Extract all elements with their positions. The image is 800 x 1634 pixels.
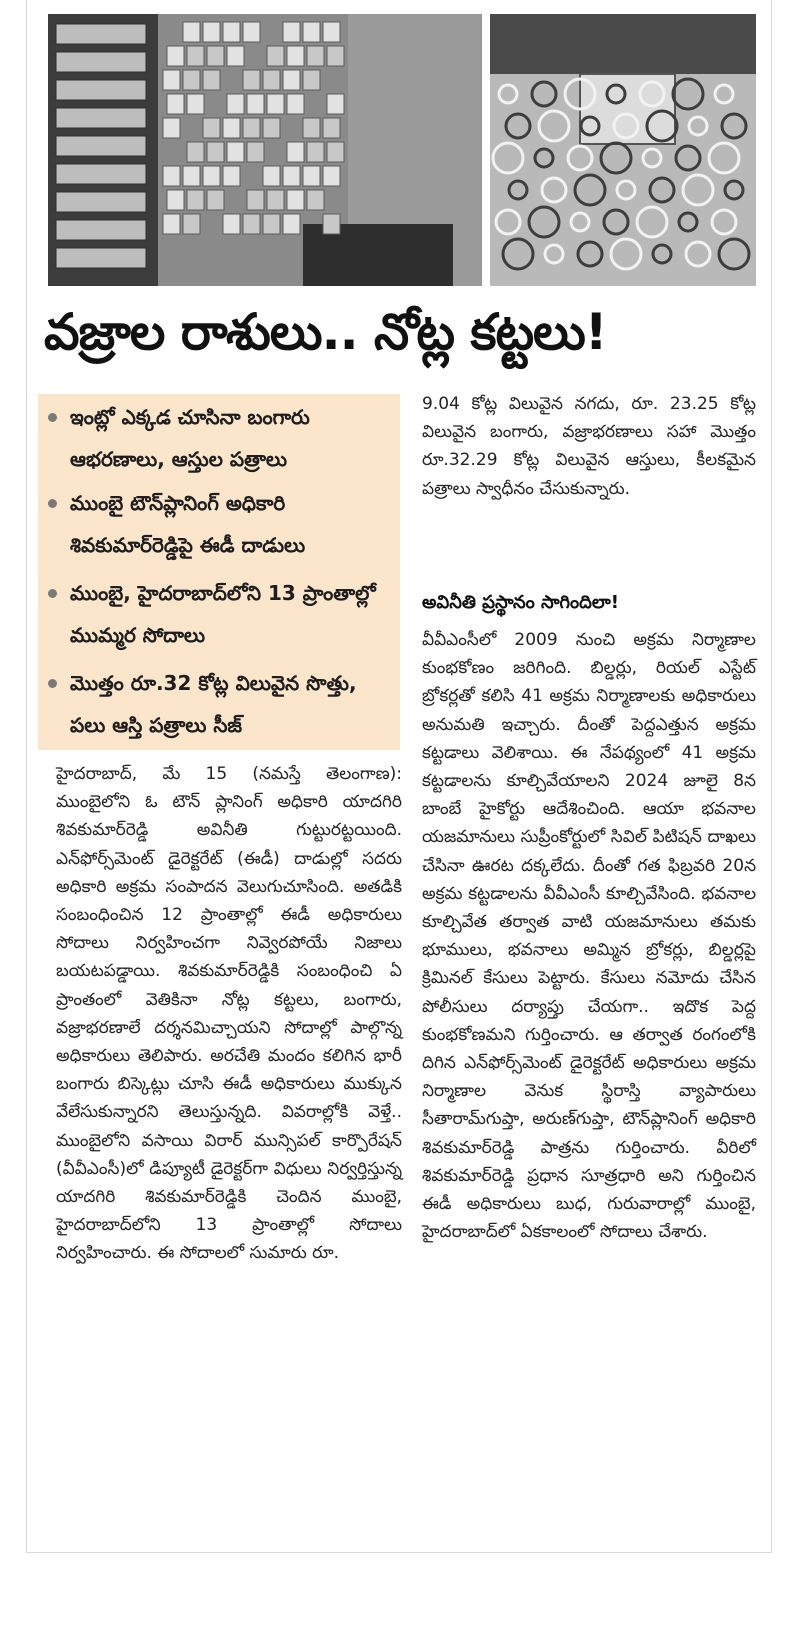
cash-bundle-shape [183, 22, 200, 42]
cash-bundle-shape [323, 22, 340, 42]
cash-bundle-shape [323, 166, 340, 186]
cash-bundle-shape [263, 70, 280, 90]
cash-bundle-shape [227, 142, 244, 162]
cash-bundle-shape [163, 166, 180, 186]
highlight-item: ముంబై టౌన్‌ప్లానింగ్ అధికారి శివకుమార్‌రెడ్డిపై ఈడీ దాడులు [48, 482, 396, 566]
cash-bundle-shape [243, 70, 260, 90]
cash-bundle-shape [56, 52, 146, 72]
highlights-box [38, 394, 400, 750]
cash-bundle-shape [247, 94, 264, 114]
cash-bundle-shape [243, 214, 260, 234]
cash-bundle-shape [167, 190, 184, 210]
cash-bundle-shape [267, 94, 284, 114]
cash-bundle-shape [323, 214, 340, 234]
cash-bundle-shape [327, 142, 344, 162]
article-body-right [422, 626, 756, 1246]
cash-bundle-shape [247, 190, 264, 210]
cash-bundle-shape [203, 118, 220, 138]
highlight-item: ఇంట్లో ఎక్కడ చూసినా బంగారు ఆభరణాలు, ఆస్తుల పత్రాలు [48, 396, 396, 480]
cash-bundle-shape [223, 166, 240, 186]
cash-bundle-shape [223, 214, 240, 234]
cash-bundle-shape [307, 46, 324, 66]
cash-bundle-shape [56, 108, 146, 128]
cash-bundle-shape [287, 94, 304, 114]
cash-bundle-shape [167, 94, 184, 114]
cash-bundle-shape [287, 142, 304, 162]
cash-bundle-shape [243, 118, 260, 138]
cash-bundle-shape [303, 70, 320, 90]
cash-bundle-shape [203, 166, 220, 186]
cash-bundle-shape [263, 214, 280, 234]
cash-bundle-shape [263, 166, 280, 186]
cash-bundle-shape [247, 142, 264, 162]
bullet-icon [48, 499, 57, 508]
body-paragraph: 9.04 కోట్ల విలువైన నగదు, రూ. 23.25 కోట్ల విలువైన బంగారు, వజ్రాభరణాలు సహా మొత్తం రూ.32.29 కోట్ల విలువైన ఆస్తులు, కీలకమైన పత్రాలు స్వాధీనం చేసుకున్నారు. [422, 394, 756, 499]
cash-bundle-shape [283, 22, 300, 42]
body-paragraph: హైదరాబాద్, మే 15 (నమస్తే తెలంగాణ): ముంబైలోని ఓ టౌన్ ప్లానింగ్ అధికారి యాదగిరి శివకుమార్‌రెడ్డి అవినీతి గుట్టురట్టయింది. ఎన్‌ఫోర్స్‌మెంట్ డైరెక్టరేట్ (ఈడీ) దాడుల్లో సదరు అధికారి అక్రమ సంపాదన వెలుగుచూసింది. అతడికి సంబంధించిన 12 ప్రాంతాల్లో ఈడీ అధికారులు సోదాలు నిర్వహించగా నివ్వెరపోయే నిజాలు బయటపడ్డాయి. శివకుమార్‌రెడ్డికి సంబంధించి ఏ ప్రాంతంలో వెతికినా నోట్ల కట్టలు, బంగారు, వజ్రాభరణాలే దర్శనమిచ్చాయని సోదాల్లో పాల్గొన్న అధికారులు తెలిపారు. అరచేతి మందం కలిగిన భారీ బంగారు బిస్కెట్లు చూసి ఈడీ అధికారులు ముక్కున వేలేసుకున్నారని తెలుస్తున్నది. వివరాల్లోకి వెళ్తే.. ముంబైలోని వసాయి విరార్ మున్సిపల్ కార్పొరేషన్ (వీవీఎంసీ)లో డిప్యూటీ డైరెక్టర్‌గా విధులు నిర్వర్తిస్తున్న యాదగిరి శివకుమార్‌రెడ్డికి చెందిన ముంబై, హైదరాబాద్‌లోని 13 ప్రాంతాల్లో సోదాలు నిర్వహించారు. ఈ సోదాలలో సుమారు రూ. [56, 764, 402, 1264]
cash-bundle-shape [56, 136, 146, 156]
bullet-icon [48, 413, 57, 422]
cash-bundle-shape [163, 118, 180, 138]
cash-bundle-shape [183, 166, 200, 186]
cash-bundle-shape [227, 94, 244, 114]
cash-bundle-shape [223, 118, 240, 138]
cash-bundle-shape [267, 46, 284, 66]
cash-bundle-shape [187, 190, 204, 210]
cash-bundle-shape [267, 190, 284, 210]
cash-bundle-shape [307, 190, 324, 210]
bullet-icon [48, 679, 57, 688]
cash-bundle-shape [327, 46, 344, 66]
cash-bundle-shape [307, 142, 324, 162]
highlight-item: మొత్తం రూ.32 కోట్ల విలువైన సొత్తు, పలు ఆస్తి పత్రాలు సీజ్ [48, 662, 396, 746]
cash-bundle-shape [163, 214, 180, 234]
body-paragraph: వీవీఎంసీలో 2009 నుంచి అక్రమ నిర్మాణాల కుంభకోణం జరిగింది. బిల్డర్లు, రియల్ ఎస్టేట్ బ్రోకర్లతో కలిసి 41 అక్రమ నిర్మాణాలకు అధికారులు అనుమతి ఇచ్చారు. దీంతో పెద్దఎత్తున అక్రమ కట్టడాలు వెలిశాయి. ఈ నేపథ్యంలో 41 అక్రమ కట్టడాలను కూల్చివేయాలని 2024 జూలై 8న బాంబే హైకోర్టు ఆదేశించింది. ఆయా భవనాల యజమానులు సుప్రీంకోర్టులో సివిల్ పిటిషన్ దాఖలు చేసినా ఊరట దక్కలేదు. దీంతో గత ఫిబ్రవరి 20న అక్రమ కట్టడాలను వీవీఎంసీ కూల్చివేసింది. భవనాల కూల్చివేత తర్వాత వాటి యజమానులు తమకు భూములు, భవనాలు అమ్మిన బ్రోకర్లు, బిల్డర్లపై క్రిమినల్ కేసులు పెట్టారు. కేసులు నమోదు చేసిన పోలీసులు దర్యాప్తు చేయగా.. ఇదొక పెద్ద కుంభకోణమని గుర్తించారు. ఆ తర్వాత రంగంలోకి దిగిన ఎన్‌ఫోర్స్‌మెంట్ డైరెక్టరేట్ అధికారులు అక్రమ నిర్మాణాల వెనుక స్థిరాస్తి వ్యాపారులు సీతారామ్‌గుప్తా, అరుణ్‌గుప్తా, టౌన్‌ప్లానింగ్ అధికారి శివకుమార్‌రెడ్డి పాత్రను గుర్తించారు. వీరిలో శివకుమార్‌రెడ్డి ప్రధాన సూత్రధారి అని గుర్తించిన ఈడీ అధికారులు బుధ, గురువారాల్లో ముంబై, హైదరాబాద్‌లో ఏకకాలంలో సోదాలు చేశారు. [422, 630, 756, 1243]
article-body-right-top [422, 390, 756, 503]
cash-bundle-shape [183, 214, 200, 234]
section-subheading: అవినీతి ప్రస్థానం సాగిందిలా! [422, 592, 619, 613]
cash-bundle-shape [323, 118, 340, 138]
cash-bundle-shape [167, 46, 184, 66]
cash-bundle-shape [163, 70, 180, 90]
cash-bundle-shape [56, 220, 146, 240]
headline: వజ్రాల రాశులు.. నోట్ల కట్టలు! [44, 303, 607, 361]
cash-bundle-shape [187, 94, 204, 114]
article-body-left [56, 760, 402, 1268]
cash-bundle-shape [327, 94, 344, 114]
cash-bundle-shape [287, 190, 304, 210]
cash-bundle-shape [203, 22, 220, 42]
cash-bundle-shape [243, 22, 260, 42]
cash-bundle-shape [56, 164, 146, 184]
jewellery-photo [490, 14, 756, 286]
cash-bundle-shape [283, 70, 300, 90]
cash-bundle-shape [287, 46, 304, 66]
cash-bundle-shape [207, 190, 224, 210]
cash-bundle-shape [303, 118, 320, 138]
cash-bundle-shape [283, 214, 300, 234]
cash-bundle-shape [207, 142, 224, 162]
cash-bundle-shape [223, 22, 240, 42]
cash-bundle-shape [56, 24, 146, 44]
cash-bundle-shape [207, 46, 224, 66]
cash-bundle-shape [263, 118, 280, 138]
cash-bundles-photo [48, 14, 482, 286]
highlight-item: ముంబై, హైదరాబాద్‌లోని 13 ప్రాంతాల్లో ముమ్మర సోదాలు [48, 572, 396, 656]
cash-bundle-shape [187, 142, 204, 162]
cash-bundle-shape [227, 46, 244, 66]
cash-bundle-shape [56, 248, 146, 268]
cash-bundle-shape [303, 22, 320, 42]
cash-bundle-shape [303, 166, 320, 186]
cash-bundle-shape [283, 166, 300, 186]
cash-bundle-shape [56, 192, 146, 212]
cash-bundle-shape [187, 46, 204, 66]
cash-bundle-shape [183, 70, 200, 90]
cash-bundle-shape [56, 80, 146, 100]
cash-bundle-shape [203, 70, 220, 90]
bullet-icon [48, 589, 57, 598]
